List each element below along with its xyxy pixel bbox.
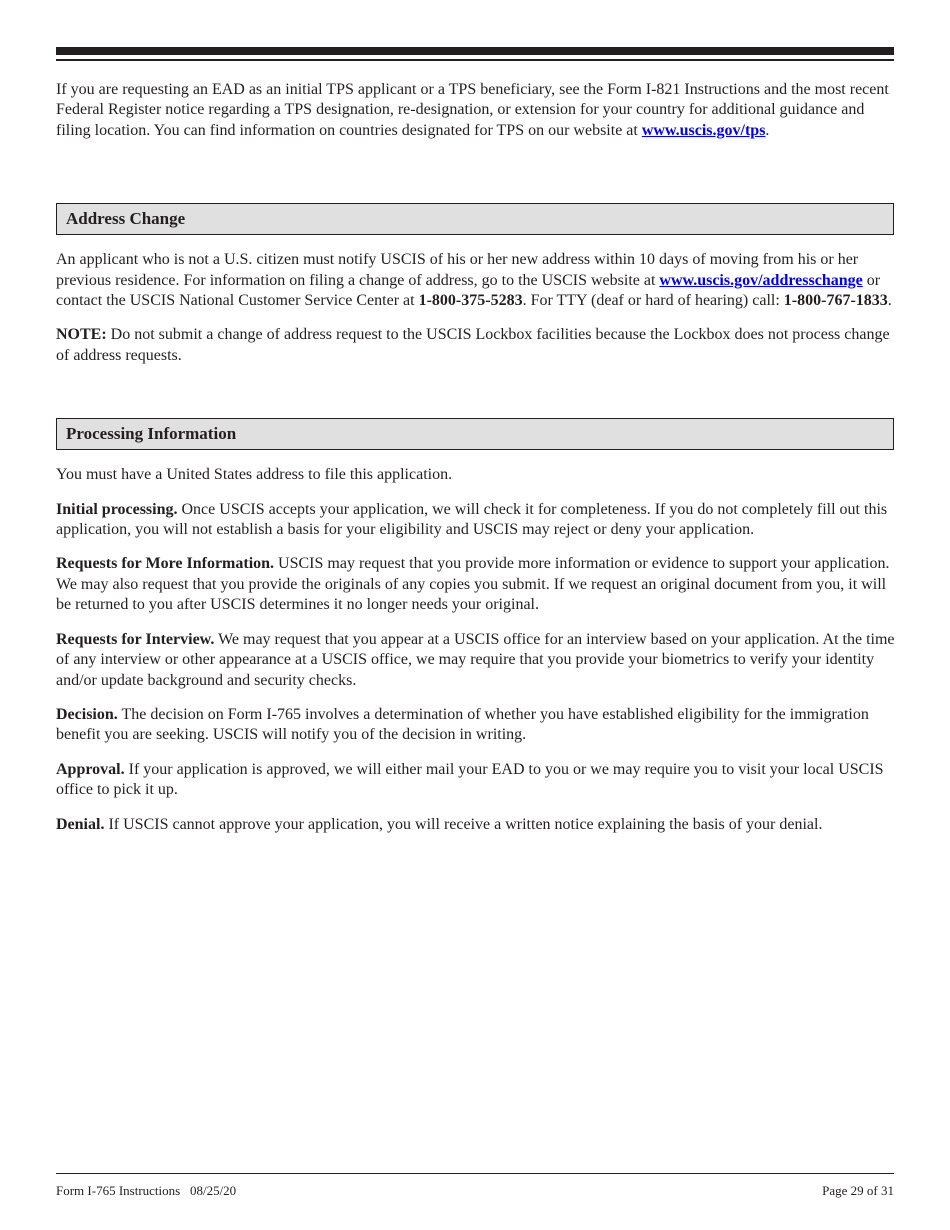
processing-item-interview: Requests for Interview. We may request that you appear at a USCIS office for an interview based on your application. At the time of any interview or other appearance at a USCIS office, we may require that you provide your biometrics to verify your identity and/or update background and security checks. — [56, 630, 895, 689]
processing-intro: You must have a United States address to file this application. — [56, 466, 453, 484]
tty-phone: 1-800-767-1833 — [783, 292, 888, 310]
page-content — [56, 80, 896, 849]
processing-item-denial: Denial. If USCIS cannot approve your application, you will receive a written notice explaining the basis of your denial. — [56, 815, 823, 833]
address-change-heading: Address Change — [56, 203, 894, 235]
ncsc-phone: 1-800-375-5283 — [418, 292, 523, 310]
tps-link[interactable]: www.uscis.gov/tps — [641, 121, 766, 139]
processing-item-decision: Decision. The decision on Form I-765 involves a determination of whether you have established eligibility for the immigration benefit you are seeking. USCIS will notify you of the decision in writing. — [56, 705, 869, 744]
processing-item-initial: Initial processing. Once USCIS accepts your application, we will check it for completeness. If you do not completely fill out this application, you will not establish a basis for your eligibility and USCIS may reject or deny your application. — [56, 500, 888, 539]
processing-item-more-info: Requests for More Information. USCIS may request that you provide more information or evidence to support your application. We may also request that you provide the originals of any copies you submit. If we request an original document from you, it will be returned to you after USCIS determines it no longer needs your original. — [56, 555, 890, 614]
note-paragraph: NOTE: Do not submit a change of address request to the USCIS Lockbox facilities because the Lockbox does not process change of address requests. — [56, 326, 890, 364]
footer-form-info: Form I-765 Instructions 08/25/20 — [56, 1183, 237, 1198]
footer-rule — [56, 1173, 894, 1174]
processing-item-approval: Approval. If your application is approved, we will either mail your EAD to you or we may require you to visit your local USCIS office to pick it up. — [56, 760, 884, 799]
address-change-paragraph: An applicant who is not a U.S. citizen must notify USCIS of his or her new address within 10 days of moving from his or her previous residence. For information on filing a change of address, go to the USCIS website at www.uscis.gov/addresschange or contact the USCIS National Customer Service Center at 1-800-375-5283. For TTY (deaf or hard of hearing) call: 1-800-767-1833. — [56, 251, 892, 310]
top-rule-thin — [56, 59, 894, 61]
addresschange-link[interactable]: www.uscis.gov/addresschange — [659, 271, 863, 289]
top-rule-thick — [56, 47, 894, 55]
footer-page-number: Page 29 of 31 — [822, 1183, 894, 1198]
processing-info-heading: Processing Information — [56, 418, 894, 450]
intro-paragraph: If you are requesting an EAD as an initial TPS applicant or a TPS beneficiary, see the Form I-821 Instructions and the most recent Federal Register notice regarding a TPS designation, re-designation, or extension for your country for additional guidance and filing location. You can find information on countries designated for TPS on our website at www.uscis.gov/tps. — [56, 81, 889, 139]
